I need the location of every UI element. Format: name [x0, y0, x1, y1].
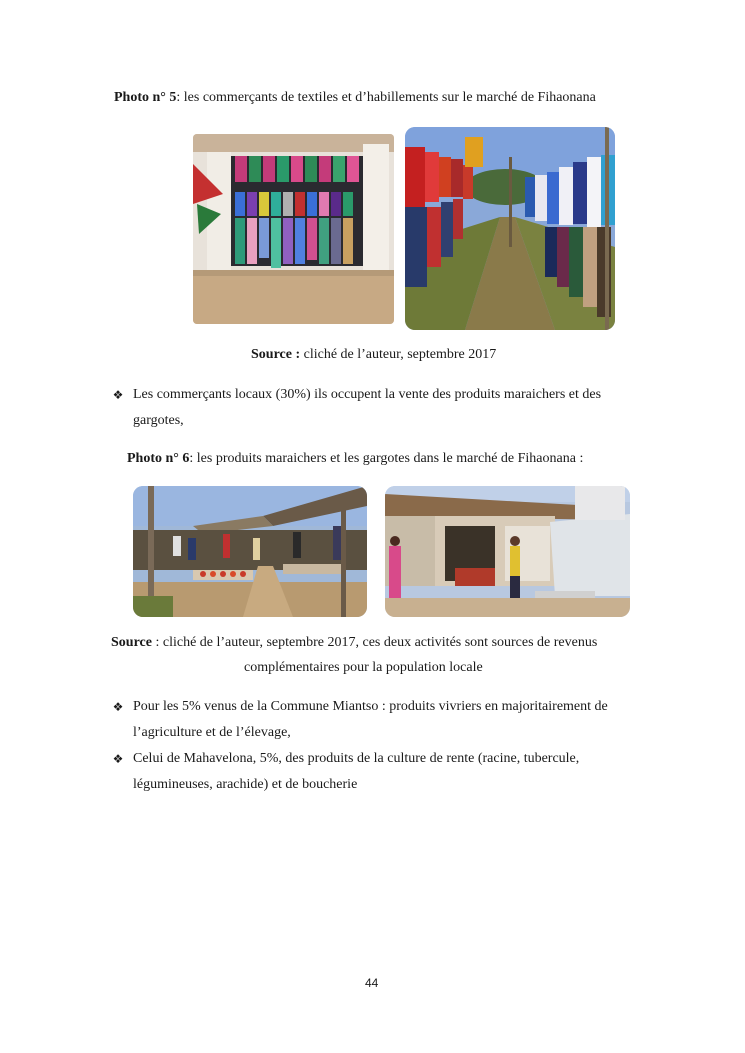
photo5-label: Photo n° 5: [114, 90, 177, 105]
photo-textile-stall: [193, 134, 394, 324]
photo5-caption: [114, 90, 596, 106]
photo-gargotes: [385, 486, 630, 617]
source2-line2: complémentaires pour la population locale: [244, 660, 483, 675]
bullet-item-1: [133, 382, 601, 434]
source2-label: Source: [111, 635, 152, 650]
source1-label: Source :: [251, 347, 301, 362]
bullet1-line1: Les commerçants locaux (30%) ils occupent la vente des produits maraichers et des: [133, 387, 602, 402]
photo6-text: : les produits maraichers et les gargotes dans le marché de Fihaonana :: [189, 451, 584, 466]
bullet1-line2: gargotes,: [133, 413, 184, 428]
diamond-bullet-icon: ❖: [112, 700, 124, 714]
bullet3-line2: légumineuses, arachide) et de boucherie: [133, 777, 358, 792]
source2-line1: : cliché de l’auteur, septembre 2017, ces deux activités sont sources de revenus: [151, 635, 598, 650]
page-number: 44: [365, 976, 379, 990]
bullet-item-3: [133, 746, 579, 798]
photo-vegetable-market: [133, 486, 367, 617]
photo-clothes-alley: [405, 127, 615, 330]
photo6-caption: [127, 451, 583, 467]
photo6-label: Photo n° 6: [127, 451, 190, 466]
photo5-text: : les commerçants de textiles et d’habillements sur le marché de Fihaonana: [176, 90, 596, 105]
diamond-bullet-icon: ❖: [112, 388, 124, 402]
source-caption-1: [251, 347, 496, 363]
bullet2-line2: l’agriculture et de l’élevage,: [133, 725, 291, 740]
source1-text: cliché de l’auteur, septembre 2017: [300, 347, 497, 362]
bullet-item-2: [133, 694, 608, 746]
bullet2-line1: Pour les 5% venus de la Commune Miantso : produits vivriers en majoritairement de: [133, 699, 608, 714]
source-caption-2: [111, 630, 671, 656]
bullet3-line1: Celui de Mahavelona, 5%, des produits de la culture de rente (racine, tubercule,: [133, 751, 580, 766]
diamond-bullet-icon: ❖: [112, 752, 124, 766]
